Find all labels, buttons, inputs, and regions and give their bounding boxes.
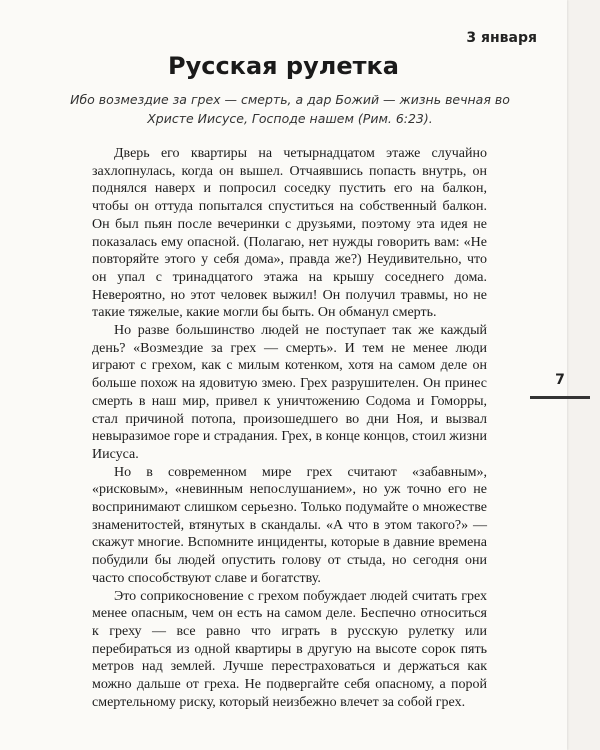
paragraph-2: Но разве большинство людей не поступает так же каждый день? «Возмездие за грех — смерть». И тем не менее люди играют с грехом, как с милым котенком, хотя на самом деле он больше похож на ядовитую змею. Грех разрушителен. Он принес смерть в наш мир, привел к уничтожению Содома и Гоморры, стал причиной потопа, произошедшего во дни Ноя, и вызвал невыразимое горе и страдания. Грех, в конце концов, стоил жизни Иисуса.: [92, 323, 487, 462]
paragraph-1: Дверь его квартиры на четырнадцатом этаже случайно захлопнулась, когда он вышел. Отчаявшись попасть внутрь, он поднялся наверх и попросил соседку пустить его на балкон, чтобы он оттуда попытался спуститься на собственный балкон. Он был пьян после вечеринки с друзьями, поэтому эта идея не показалась ему опасной. (Полагаю, нет нужды говорить вам: «Не повторяйте этого у себя дома», правда же?) Неудивительно, что он упал с тринадцатого этажа на крышу соседнего дома. Невероятно, но этот человек выжил! Он получил травмы, но не такие тяжелые, какие могли бы быть. Он обманул смерть.: [92, 146, 487, 321]
epigraph: Ибо возмездие за грех — смерть, а дар Божий — жизнь вечная во Христе Иисусе, Господе нашем (Рим. 6:23).: [70, 92, 510, 126]
page-number-underline: [530, 396, 590, 399]
article-title: Русская рулетка: [167, 52, 399, 80]
page-number: 7: [555, 372, 565, 388]
page-date: 3 января: [466, 30, 537, 46]
paragraph-4: Это соприкосновение с грехом побуждает людей считать грех менее опасным, чем он есть на самом деле. Беспечно относиться к греху — все равно что играть в русскую рулетку или перебираться из одной квартиры в другую на высоте сорок пять метров над землей. Лучше перестраховаться и держаться как можно дальше от греха. Не подвергайте себя опасному, а порой смертельному риску, который неизбежно влечет за собой грех.: [92, 588, 487, 710]
article-body: [92, 145, 487, 712]
paragraph-3: Но в современном мире грех считают «забавным», «рисковым», «невинным непослушанием», но уж точно его не воспринимают слишком серьезно. Только подумайте о множестве знаменитостей, втянутых в скандалы. «А что в этом такого?» — скажут многие. Вспомните инциденты, которые в давние времена побудили бы людей опустить голову от стыда, но сегодня они часто способствуют славе и богатству.: [92, 464, 487, 586]
